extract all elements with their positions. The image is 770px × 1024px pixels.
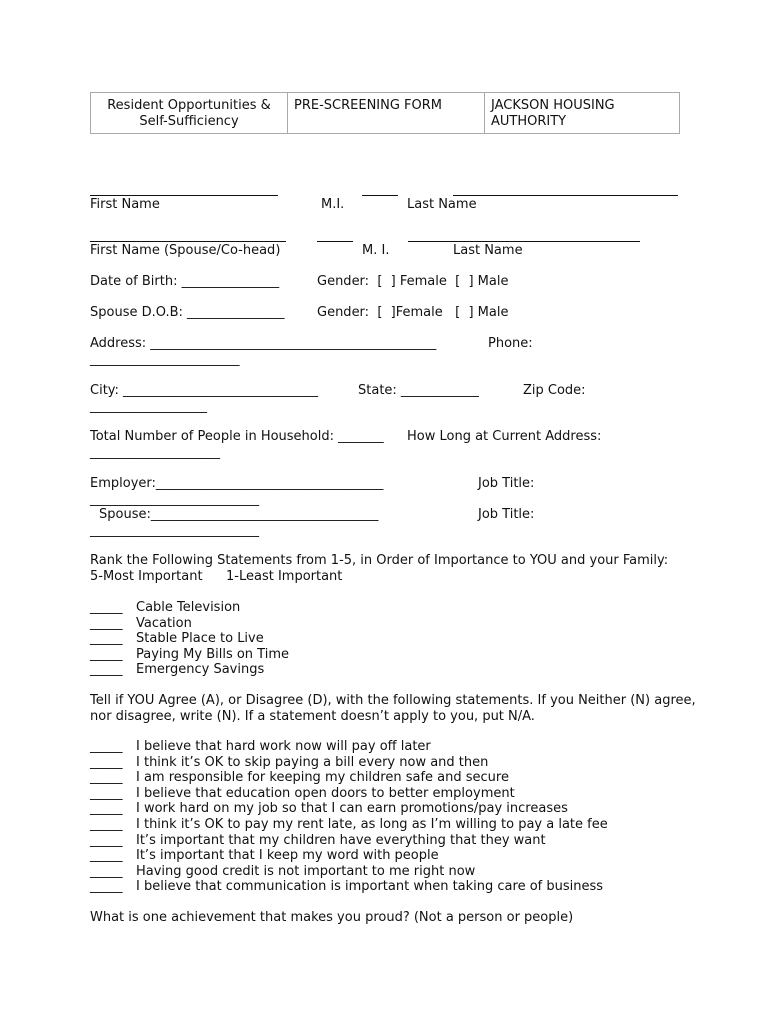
agree-blank[interactable]: _____ [90, 754, 123, 770]
agree-item [90, 755, 488, 771]
spouse-mi-label: M. I. [362, 243, 390, 258]
address-field[interactable]: Address: ____________________________________________ [90, 336, 437, 351]
spouse-job-title-label: Job Title: [478, 507, 535, 522]
rank-instruction: Rank the Following Statements from 1-5, in Order of Importance to YOU and your Family: [90, 553, 669, 568]
first-name-label: First Name [90, 197, 160, 212]
rank-blank[interactable]: _____ [90, 631, 123, 647]
rank-item [90, 631, 264, 647]
agree-blank[interactable]: _____ [90, 770, 123, 786]
job-title-label: Job Title: [478, 476, 535, 491]
agree-label: I think it’s OK to skip paying a bill every now and then [136, 754, 489, 770]
rank-label: Stable Place to Live [136, 631, 264, 647]
how-long-line[interactable]: ____________________ [90, 445, 220, 460]
header-table [90, 92, 680, 134]
rank-blank[interactable]: _____ [90, 662, 123, 678]
rank-label: Vacation [136, 615, 192, 631]
agree-item [90, 739, 431, 755]
agree-blank[interactable]: _____ [90, 832, 123, 848]
agree-label: It’s important that my children have everything that they want [136, 832, 546, 848]
household-field[interactable]: Total Number of People in Household: _______ [90, 429, 384, 444]
agree-label: Having good credit is not important to me right now [136, 863, 476, 879]
agree-blank[interactable]: _____ [90, 801, 123, 817]
spouse-last-name-label: Last Name [453, 243, 523, 258]
mi-line[interactable] [362, 195, 398, 196]
agree-blank[interactable]: _____ [90, 785, 123, 801]
agree-item [90, 864, 475, 880]
state-field[interactable]: State: ____________ [358, 383, 479, 398]
form-title-cell: PRE-SCREENING FORM [288, 93, 485, 134]
achievement-question: What is one achievement that makes you proud? (Not a person or people) [90, 910, 574, 925]
rank-scale-least: 1-Least Important [226, 569, 343, 584]
authority-name-cell: JACKSON HOUSING AUTHORITY [485, 93, 680, 134]
agree-item [90, 848, 439, 864]
agree-blank[interactable]: _____ [90, 879, 123, 895]
city-field[interactable]: City: ______________________________ [90, 383, 319, 398]
dob-field[interactable]: Date of Birth: _______________ [90, 274, 280, 289]
agree-label: I believe that education open doors to better employment [136, 785, 515, 801]
spouse-mi-line[interactable] [317, 241, 353, 242]
agree-label: It’s important that I keep my word with people [136, 848, 439, 864]
rank-label: Paying My Bills on Time [136, 646, 289, 662]
spouse-dob-field[interactable]: Spouse D.O.B: _______________ [90, 305, 285, 320]
agree-item [90, 833, 546, 849]
spouse-first-name-line[interactable] [90, 241, 286, 242]
agree-item [90, 817, 608, 833]
rank-blank[interactable]: _____ [90, 615, 123, 631]
rank-label: Cable Television [136, 600, 241, 615]
agree-label: I think it’s OK to pay my rent late, as long as I’m willing to pay a late fee [136, 817, 608, 832]
program-name-cell: Resident Opportunities & Self-Sufficiency [91, 93, 288, 134]
agree-label: I believe that hard work now will pay off later [136, 739, 431, 754]
rank-item [90, 662, 264, 678]
spouse-job-title-line[interactable]: __________________________ [90, 523, 259, 538]
last-name-line[interactable] [453, 195, 678, 196]
job-title-line[interactable]: __________________________ [90, 492, 259, 507]
rank-blank[interactable]: _____ [90, 646, 123, 662]
agree-item [90, 801, 568, 817]
how-long-label: How Long at Current Address: [407, 429, 602, 444]
agree-blank[interactable]: _____ [90, 739, 123, 754]
agree-instruction-1: Tell if YOU Agree (A), or Disagree (D), with the following statements. If you Neither (N) agree, [90, 693, 696, 708]
zip-line[interactable]: __________________ [90, 399, 207, 414]
rank-item [90, 616, 192, 632]
spouse-first-name-label: First Name (Spouse/Co-head) [90, 243, 281, 258]
spouse-employer-field[interactable]: Spouse:___________________________________ [99, 507, 379, 522]
rank-item [90, 600, 240, 616]
agree-instruction-2: nor disagree, write (N). If a statement doesn’t apply to you, put N/A. [90, 709, 535, 724]
agree-label: I am responsible for keeping my children safe and secure [136, 770, 509, 786]
agree-blank[interactable]: _____ [90, 817, 123, 832]
spouse-last-name-line[interactable] [408, 241, 640, 242]
phone-label: Phone: [488, 336, 533, 351]
agree-item [90, 879, 603, 895]
last-name-label: Last Name [407, 197, 477, 212]
agree-blank[interactable]: _____ [90, 863, 123, 879]
rank-item [90, 647, 289, 663]
agree-item [90, 770, 509, 786]
rank-label: Emergency Savings [136, 662, 265, 678]
rank-scale-most: 5-Most Important [90, 569, 203, 584]
employer-field[interactable]: Employer:___________________________________ [90, 476, 384, 491]
first-name-line[interactable] [90, 195, 278, 196]
phone-line[interactable]: _______________________ [90, 352, 240, 367]
rank-blank[interactable]: _____ [90, 600, 123, 615]
agree-item [90, 786, 515, 802]
agree-label: I work hard on my job so that I can earn promotions/pay increases [136, 801, 568, 817]
zip-label: Zip Code: [523, 383, 586, 398]
agree-label: I believe that communication is important when taking care of business [136, 879, 604, 895]
agree-blank[interactable]: _____ [90, 848, 123, 864]
gender-field[interactable]: Gender: [ ] Female [ ] Male [317, 274, 509, 289]
spouse-gender-field[interactable]: Gender: [ ]Female [ ] Male [317, 305, 509, 320]
mi-label: M.I. [321, 197, 345, 212]
